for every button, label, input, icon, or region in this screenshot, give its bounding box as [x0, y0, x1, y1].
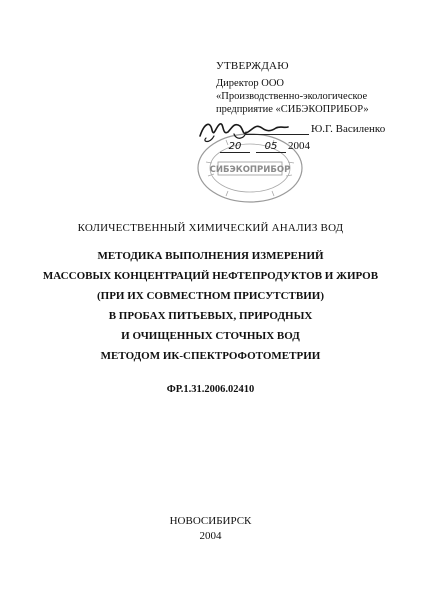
approver-position-line-1: Директор ООО [216, 78, 284, 89]
title-line-4: В ПРОБАХ ПИТЬЕВЫХ, ПРИРОДНЫХ [108, 310, 313, 322]
approval-date [220, 140, 310, 153]
document-subtitle: КОЛИЧЕСТВЕННЫЙ ХИМИЧЕСКИЙ АНАЛИЗ ВОД [77, 222, 344, 234]
title-line-6: МЕТОДОМ ИК-СПЕКТРОФОТОМЕТРИИ [100, 350, 321, 362]
date-day: 20 [220, 141, 250, 153]
date-year: 2004 [288, 140, 310, 152]
date-month: 05 [256, 141, 286, 153]
approver-position-line-3: предприятие «СИБЭКОПРИБОР» [216, 104, 369, 115]
approver-position-line-2: «Производственно-экологическое [216, 91, 368, 102]
footer-city: НОВОСИБИРСК [169, 515, 252, 527]
signature-underline [245, 134, 309, 135]
signer-name: Ю.Г. Василенко [311, 123, 386, 135]
footer-year: 2004 [199, 530, 222, 542]
title-line-2: МАССОВЫХ КОНЦЕНТРАЦИЙ НЕФТЕПРОДУКТОВ И ЖИРОВ [42, 270, 379, 282]
approval-block [216, 60, 416, 116]
signature-line-row [205, 120, 415, 142]
footer [0, 514, 421, 544]
registration-code: ФР.1.31.2006.02410 [166, 384, 255, 395]
stamp-text: СИБЭКОПРИБОР [209, 165, 291, 175]
document-title [0, 246, 421, 366]
title-line-3: (ПРИ ИХ СОВМЕСТНОМ ПРИСУТСТВИИ) [96, 290, 324, 302]
title-line-1: МЕТОДИКА ВЫПОЛНЕНИЯ ИЗМЕРЕНИЙ [97, 250, 324, 262]
title-line-5: И ОЧИЩЕННЫХ СТОЧНЫХ ВОД [121, 330, 300, 342]
approval-title: УТВЕРЖДАЮ [216, 60, 289, 72]
